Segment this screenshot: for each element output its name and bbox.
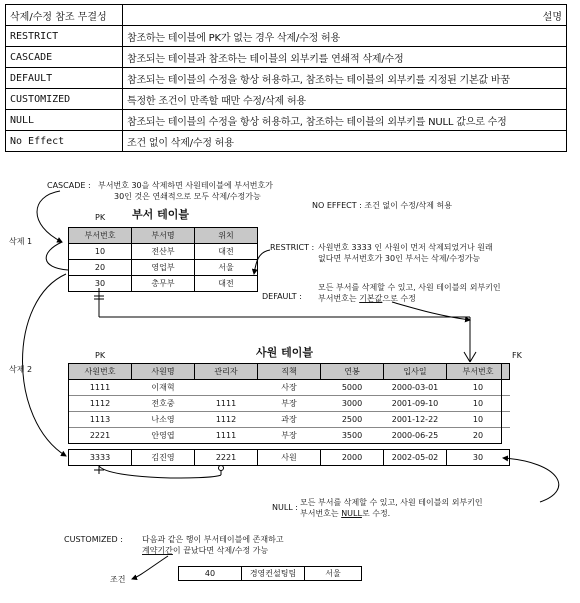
- emp-cell: 3500: [341, 431, 363, 440]
- dept-cell: 서울: [195, 260, 258, 276]
- emp-header-row: [69, 364, 510, 380]
- emp-pk-label: PK: [95, 351, 106, 360]
- dept-cell: 영업부: [132, 260, 195, 276]
- null-note-keyword: NULL: [341, 509, 362, 518]
- emp-cell: 2000-03-01: [384, 380, 447, 396]
- emp-header-cell: 관리자: [195, 364, 258, 380]
- emp-cell: 이재혁: [132, 380, 195, 396]
- rule-name: RESTRICT: [6, 26, 123, 47]
- emp-cell: 1111: [69, 380, 132, 396]
- customized-row: [179, 567, 362, 581]
- dept-cell: 20: [69, 260, 132, 276]
- dept-cell: 전산부: [132, 244, 195, 260]
- emp-cell: 10: [447, 396, 510, 412]
- emp-table: [68, 363, 510, 443]
- emp-cell: 1113: [69, 412, 132, 428]
- rules-header-description: 설명: [123, 5, 567, 26]
- emp-cell: 안영엽: [151, 431, 175, 440]
- emp-cell: 2000-06-25: [391, 431, 439, 440]
- default-label: DEFAULT :: [262, 292, 302, 301]
- customized-cell: 서울: [305, 567, 362, 581]
- rule-description: 참조되는 테이블과 참조하는 테이블의 외부키를 연쇄적 삭제/수정: [123, 47, 567, 68]
- emp-cell: 부장: [258, 396, 321, 412]
- rule-description: 특정한 조건이 만족할 때만 수정/삭제 허용: [123, 89, 567, 110]
- restrict-note-line1: 사원번호 3333 인 사원이 먼저 삭제되었거나 원래: [318, 243, 493, 252]
- emp-extra-cell: 30: [447, 450, 510, 466]
- customized-note-keyword: 계약기간: [142, 546, 173, 555]
- cascade-note-line2: 30인 것은 연쇄적으로 모두 삭제/수정가능: [114, 192, 261, 201]
- delete-2-label: 삭제 2: [9, 365, 33, 374]
- emp-header-cell: 직책: [258, 364, 321, 380]
- emp-fk-label: FK: [512, 351, 522, 360]
- null-note-line2: [300, 508, 390, 519]
- null-note-line2-c: 로 수정.: [361, 509, 391, 518]
- emp-cell: 20: [472, 431, 484, 440]
- emp-cell: 2221: [89, 431, 111, 440]
- dept-header-cell: 부서명: [132, 228, 195, 244]
- emp-extra-cell: 2000: [321, 450, 384, 466]
- dept-table-title: 부서 테이블: [132, 208, 189, 221]
- emp-row: [69, 380, 510, 396]
- default-note-line2-c: 으로 수정: [382, 294, 416, 303]
- dept-row: [69, 244, 258, 260]
- emp-extra-cell: 3333: [69, 450, 132, 466]
- dept-cell: 10: [69, 244, 132, 260]
- emp-cell: 1112: [69, 396, 132, 412]
- dept-header-cell: 부서번호: [69, 228, 132, 244]
- dept-cell: 30: [69, 276, 132, 292]
- condition-label: 조건: [110, 575, 126, 584]
- customized-cell: 경영컨설팅팀: [242, 567, 305, 581]
- emp-table-title: 사원 테이블: [256, 346, 313, 359]
- emp-header-cell: 사원명: [132, 364, 195, 380]
- rule-description: 참조되는 테이블의 수정을 항상 허용하고, 참조하는 테이블의 외부키를 NULL 값으로 수정: [123, 110, 567, 131]
- rule-name: CUSTOMIZED: [6, 89, 123, 110]
- dept-pk-label: PK: [95, 213, 106, 222]
- dept-row: [69, 260, 258, 276]
- emp-cell: 전호중: [132, 396, 195, 412]
- emp-extra-cell: 2221: [195, 450, 258, 466]
- dept-header-cell: 위치: [195, 228, 258, 244]
- emp-cell: 1112: [195, 412, 258, 428]
- null-note-line2-a: 부서번호는: [300, 509, 342, 518]
- emp-extra-cell: 김진영: [132, 450, 195, 466]
- emp-cell: 2001-09-10: [384, 396, 447, 412]
- default-note-keyword: 기본값: [359, 294, 383, 303]
- emp-cell: 10: [447, 380, 510, 396]
- emp-header-cell: 사원번호: [69, 364, 132, 380]
- emp-cell: 1111: [215, 431, 237, 440]
- emp-cell: 10: [447, 412, 510, 428]
- restrict-label: RESTRICT :: [270, 243, 315, 252]
- emp-row: [69, 412, 510, 428]
- dept-table: [68, 227, 258, 292]
- emp-row: [69, 396, 510, 412]
- rule-description: 조건 없이 삭제/수정 허용: [123, 131, 567, 152]
- emp-cell: [195, 380, 258, 396]
- emp-cell: 과장: [258, 412, 321, 428]
- emp-cell: 5000: [321, 380, 384, 396]
- customized-cell: 40: [179, 567, 242, 581]
- rule-name: No Effect: [6, 131, 123, 152]
- rule-name: DEFAULT: [6, 68, 123, 89]
- delete-1-label: 삭제 1: [9, 237, 33, 246]
- null-label: NULL :: [272, 503, 298, 512]
- emp-header-cell: 부서번호: [447, 364, 510, 380]
- customized-note-line2: [142, 545, 268, 556]
- emp-extra-cell: 사원: [258, 450, 321, 466]
- dept-row: [69, 276, 258, 292]
- dept-header-row: [69, 228, 258, 244]
- emp-row: [69, 428, 510, 444]
- rule-description: 참조되는 테이블의 수정을 항상 허용하고, 참조하는 테이블의 외부키를 지정된 기본값 바꿈: [123, 68, 567, 89]
- dept-cell: 총무부: [132, 276, 195, 292]
- default-note-line2-a: 부서번호는: [318, 294, 360, 303]
- null-note-line1: 모든 부서를 삭제할 수 있고, 사원 테이블의 외부키인: [300, 498, 483, 507]
- restrict-note-line2: 없다면 부서번호가 30인 부서는 삭제/수정가능: [318, 254, 481, 263]
- emp-cell: 3000: [321, 396, 384, 412]
- customized-row-table: [178, 566, 362, 581]
- emp-extra-row-table: [68, 449, 510, 466]
- cascade-label: CASCADE :: [47, 181, 91, 190]
- emp-header-cell: 연봉: [321, 364, 384, 380]
- no-effect-note: NO EFFECT : 조건 없이 수정/삭제 허용: [312, 201, 452, 210]
- dept-cell: 대전: [195, 276, 258, 292]
- emp-cell: 1111: [195, 396, 258, 412]
- rule-name: CASCADE: [6, 47, 123, 68]
- default-note-line2: [318, 293, 416, 304]
- emp-cell: 나소영: [132, 412, 195, 428]
- rule-description: 참조하는 테이블에 PK가 없는 경우 삭제/수정 허용: [123, 26, 567, 47]
- cascade-note-line1: 부서번호 30을 삭제하면 사원테이블에 부서번호가: [98, 181, 273, 190]
- rule-name: NULL: [6, 110, 123, 131]
- rules-header-rule: 삭제/수정 참조 무결성: [6, 5, 123, 26]
- default-note-line1: 모든 부서를 삭제할 수 있고, 사원 테이블의 외부키인: [318, 283, 501, 292]
- emp-cell: 부장: [281, 431, 297, 440]
- customized-note-line2-b: 이 끝났다면 삭제/수정 가능: [172, 546, 269, 555]
- emp-cell: 2001-12-22: [384, 412, 447, 428]
- dept-cell: 대전: [195, 244, 258, 260]
- emp-extra-cell: 2002-05-02: [384, 450, 447, 466]
- emp-header-cell: 입사일: [384, 364, 447, 380]
- emp-extra-row: [69, 450, 510, 466]
- customized-note-line1: 다음과 같은 행이 부서테이블에 존재하고: [142, 535, 284, 544]
- emp-cell: 사장: [258, 380, 321, 396]
- customized-label: CUSTOMIZED :: [64, 535, 123, 544]
- emp-cell: 2500: [321, 412, 384, 428]
